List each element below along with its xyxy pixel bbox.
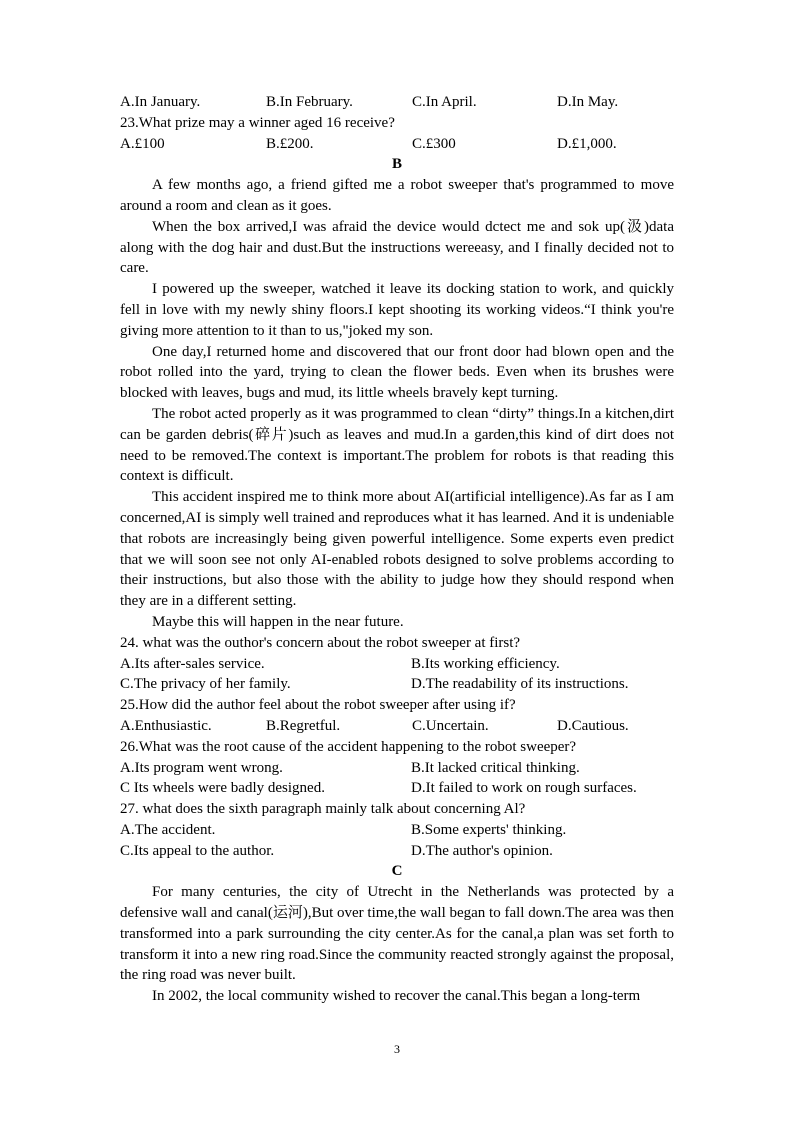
section-c-paragraph: In 2002, the local community wished to recover the canal.This began a long-term	[152, 988, 641, 1005]
q26-question: 26.What was the root cause of the accident happening to the robot sweeper?	[120, 738, 577, 755]
page-number: 3	[394, 1042, 400, 1056]
option-c: C.In April.	[412, 94, 477, 110]
option-a: A.£100	[120, 135, 165, 152]
q26-options-ab	[120, 758, 674, 779]
section-b-paragraph: The robot acted properly as it was programmed to clean “dirty” things.In a kitchen,dirt can be garden debris(碎片)such as leaves and mud.In a garden,this kind of dirt does not need to be removed.The context is important.The problem for robots is that reading this context is difficult.	[120, 405, 674, 485]
option-c: C.Its appeal to the author.	[120, 842, 275, 859]
section-b-paragraph: I powered up the sweeper, watched it leave its docking station to work, and quickly fell in love with my newly shiny floors.I kept shooting its working videos.“I think you're giving more attention to it than to us,"joked my son.	[120, 281, 674, 339]
option-b: B.Regretful.	[266, 717, 341, 734]
option-c: C.Uncertain.	[412, 717, 489, 734]
option-d: D.In May.	[557, 94, 619, 110]
option-d: D.Cautious.	[557, 717, 629, 734]
option-a: A.Its program went wrong.	[120, 759, 283, 776]
q25-question: 25.How did the author feel about the robot sweeper after using if?	[120, 697, 516, 714]
option-b: B.Its working efficiency.	[411, 655, 560, 672]
q24-options-ab	[120, 654, 674, 675]
q23-options	[120, 134, 674, 155]
option-d: D.It failed to work on rough surfaces.	[411, 780, 637, 797]
q27-question: 27. what does the sixth paragraph mainly talk about concerning Al?	[120, 801, 526, 818]
option-a: A.Enthusiastic.	[120, 717, 212, 734]
option-b: B.£200.	[266, 135, 314, 152]
section-c-heading: C	[391, 863, 403, 880]
q23-question: 23.What prize may a winner aged 16 receive?	[120, 114, 395, 131]
option-d: D.The author's opinion.	[411, 842, 553, 859]
section-b-paragraph: This accident inspired me to think more about AI(artificial intelligence).As far as I am concerned,AI is simply well trained and reproduces what it has learned. And it is undeniable that robots are increasingly being given powerful intelligence. Some experts even predict that we will soon see not only AI-enabled robots designed to solve problems according to their instructions, but also those with the ability to judge how they should respond when they are in a different setting.	[120, 489, 675, 610]
option-c: C Its wheels were badly designed.	[120, 780, 325, 797]
q26-options-cd	[120, 778, 674, 799]
option-a: A.In January.	[120, 94, 201, 110]
option-c: C.£300	[412, 135, 456, 152]
option-a: A.Its after-sales service.	[120, 655, 265, 672]
option-d: D.£1,000.	[557, 135, 617, 152]
section-b-paragraph: When the box arrived,I was afraid the device would dctect me and sok up(汲)data along with the dog hair and dust.But the instructions wereeasy, and I finally decided not to care.	[120, 218, 674, 277]
q22-options	[120, 92, 674, 113]
option-b: B.Some experts' thinking.	[411, 821, 567, 838]
option-b: B.It lacked critical thinking.	[411, 759, 580, 776]
option-a: A.The accident.	[120, 821, 216, 838]
section-b-paragraph: One day,I returned home and discovered that our front door had blown open and the robot rolled into the yard, trying to clean the flower beds. Even when its brushes were blocked with leaves, bugs and mud, its little wheels bravely kept turning.	[120, 343, 674, 402]
q25-options	[120, 716, 674, 737]
q24-options-cd	[120, 674, 674, 695]
q24-question: 24. what was the outhor's concern about the robot sweeper at first?	[120, 634, 521, 651]
option-c: C.The privacy of her family.	[120, 676, 291, 693]
q27-options-cd	[120, 841, 674, 862]
section-b-paragraph: Maybe this will happen in the near future.	[152, 613, 404, 630]
exam-page	[120, 92, 674, 1007]
section-b-heading: B	[391, 156, 402, 173]
option-b: B.In February.	[266, 94, 353, 110]
option-d: D.The readability of its instructions.	[411, 676, 629, 693]
section-c-paragraph: For many centuries, the city of Utrecht in the Netherlands was protected by a defensive wall and canal(运河),But over time,the wall began to fall down.The area was then transformed into a park surrounding the city center.As for the canal,a plan was set forth to transform it into a new ring road.Since the community reacted strongly against the proposal, the ring road was never built.	[120, 884, 674, 984]
q27-options-ab	[120, 820, 674, 841]
section-b-paragraph: A few months ago, a friend gifted me a robot sweeper that's programmed to move around a room and clean as it goes.	[120, 177, 674, 214]
